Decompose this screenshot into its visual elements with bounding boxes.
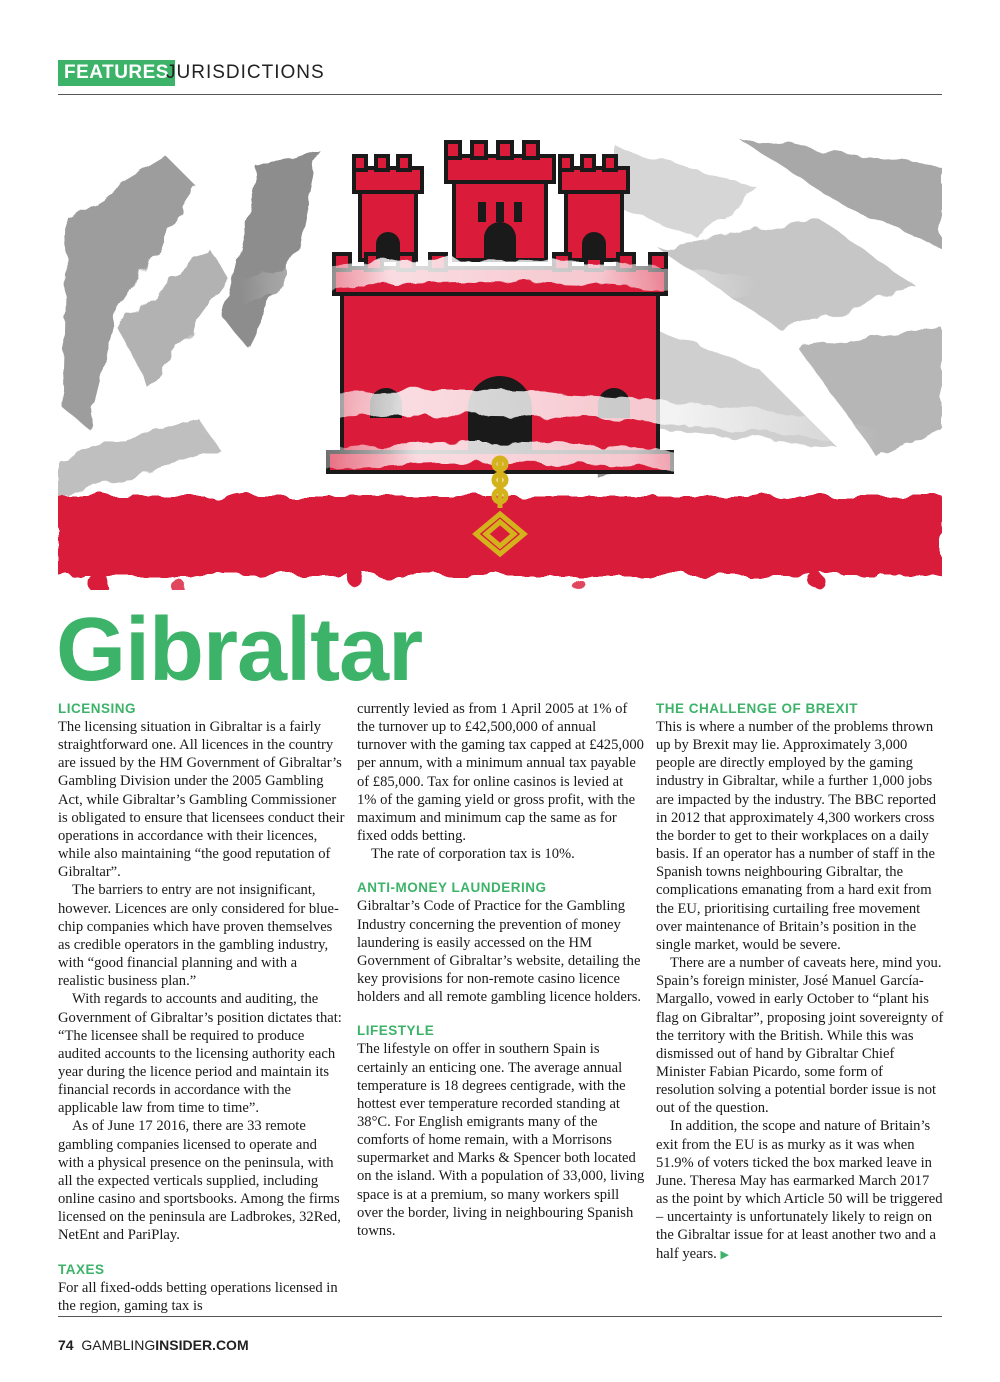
text-column-2 [357,700,645,1240]
text-column-3 [656,700,944,1264]
section-name: JURISDICTIONS [166,62,325,83]
folio [58,1337,249,1353]
paragraph: This is where a number of the problems thrown up by Brexit may lie. Approximately 3,000 people are directly employed by the gaming industry in Gibraltar, while a further 1,000 jobs are impacted by the industry. The BBC reported in 2012 that approximately 4,300 workers cross the border to get to their workplaces on a daily basis. If an operator has a number of staff in the Spanish towns neighbouring Gibraltar, the complications emanating from a hard exit from the EU, prioritising curtailing free movement over maintenance of Britain’s position in the single market, would be severe. [656,719,937,953]
site-name-part-1: GAMBLING [81,1337,156,1353]
paragraph-text: In addition, the scope and nature of Britain’s exit from the EU is as murky as it was when 51.9% of voters ticked the box marked leave in June. Theresa May has earmarked March 2017 as the point by which Article 50 will be triggered – uncertainty is unfortunately likely to reign on the Gibraltar issue for at least another two and a half years. [656,1118,943,1262]
paragraph: Gibraltar’s Code of Practice for the Gambling Industry concerning the prevention of money laundering is easily accessed on the HM Government of Gibraltar’s website, detailing the key provisions for non-remote casino licence holders and all remote gambling licence holders. [357,898,642,1006]
paragraph [656,1117,944,1263]
subheading-lifestyle: LIFESTYLE [357,1023,435,1039]
paragraph: For all fixed-odds betting operations licensed in the region, gaming tax is [58,1279,338,1314]
gibraltar-flag-illustration [58,128,942,590]
subheading-anti-money-laundering: ANTI-MONEY LAUNDERING [357,880,547,896]
paragraph: There are a number of caveats here, mind you. Spain’s foreign minister, José Manuel García-Margallo, vowed in early October to “plant his flag on Gibraltar”, proposing joint sovereignty of the territory with the British. While this was dismissed out of hand by Gibraltar Chief Minister Fabian Picardo, some form of resolution solving a potential border issue is not out of the question. [656,955,944,1117]
paragraph: The licensing situation in Gibraltar is a fairly straightforward one. All licences in the country are issued by the HM Government of Gibraltar’s Gambling Division under the 2005 Gambling Act, while Gibraltar’s Gambling Commissioner is obligated to ensure that licensees conduct their operations in accordance with their licences, while also maintaining “the good reputation of Gibraltar”. [58,719,345,881]
paragraph: The lifestyle on offer in southern Spain is certainly an enticing one. The average annual temperature is 18 degrees centigrade, with the hottest ever temperature recorded standing at 38°C. For English emigrants many of the comforts of home remain, with a Morrisons supermarket and Marks & Spencer both located on the island. With a population of 33,000, living space is at a premium, so many workers spill over the border, living in neighbouring Spanish towns. [357,1041,645,1239]
paragraph: The barriers to entry are not insignificant, however. Licences are only considered for blue-chip companies which have proven themselves as credible operators in the gambling industry, with “good financial planning and with a realistic business plan.” [58,882,339,990]
page-footer [58,1316,942,1353]
article-title: Gibraltar [56,600,423,700]
subheading-licensing: LICENSING [58,701,137,716]
paragraph: currently levied as from 1 April 2005 at 1% of the turnover up to £42,500,000 of annual turnover with the gaming tax capped at £425,000 per annum, with a minimum annual tax payable of £85,000. Tax for online casinos is levied at 1% of the gaming yield or gross profit, with the maximum and minimum cap the same as for fixed odds betting. [357,701,644,845]
paragraph: The rate of corporation tax is 10%. [371,846,575,863]
page-number: 74 [58,1337,74,1353]
site-name-part-2: INSIDER.COM [155,1337,249,1353]
text-column-1 [58,700,346,1315]
page-header [58,58,942,95]
paragraph: As of June 17 2016, there are 33 remote gambling companies licensed to operate and with a physical presence on the peninsula, with all the expected verticals supplied, including online casino and sportsbooks. Among the firms licensed on the peninsula are Ladbrokes, 32Red, NetEnt and PariPlay. [58,1118,341,1244]
end-mark-icon: ▶ [720,1248,729,1261]
subheading-taxes: TAXES [58,1261,105,1277]
section-tag: FEATURES [58,60,175,86]
paragraph: With regards to accounts and auditing, the Government of Gibraltar’s position dictates that: “The licensee shall be required to produce audited accounts to the licensing authority each year during the licence period and maintain its financial records in accordance with the applicable law from time to time”. [58,991,342,1117]
subheading-challenge-of-brexit: THE CHALLENGE OF BREXIT [656,701,859,716]
